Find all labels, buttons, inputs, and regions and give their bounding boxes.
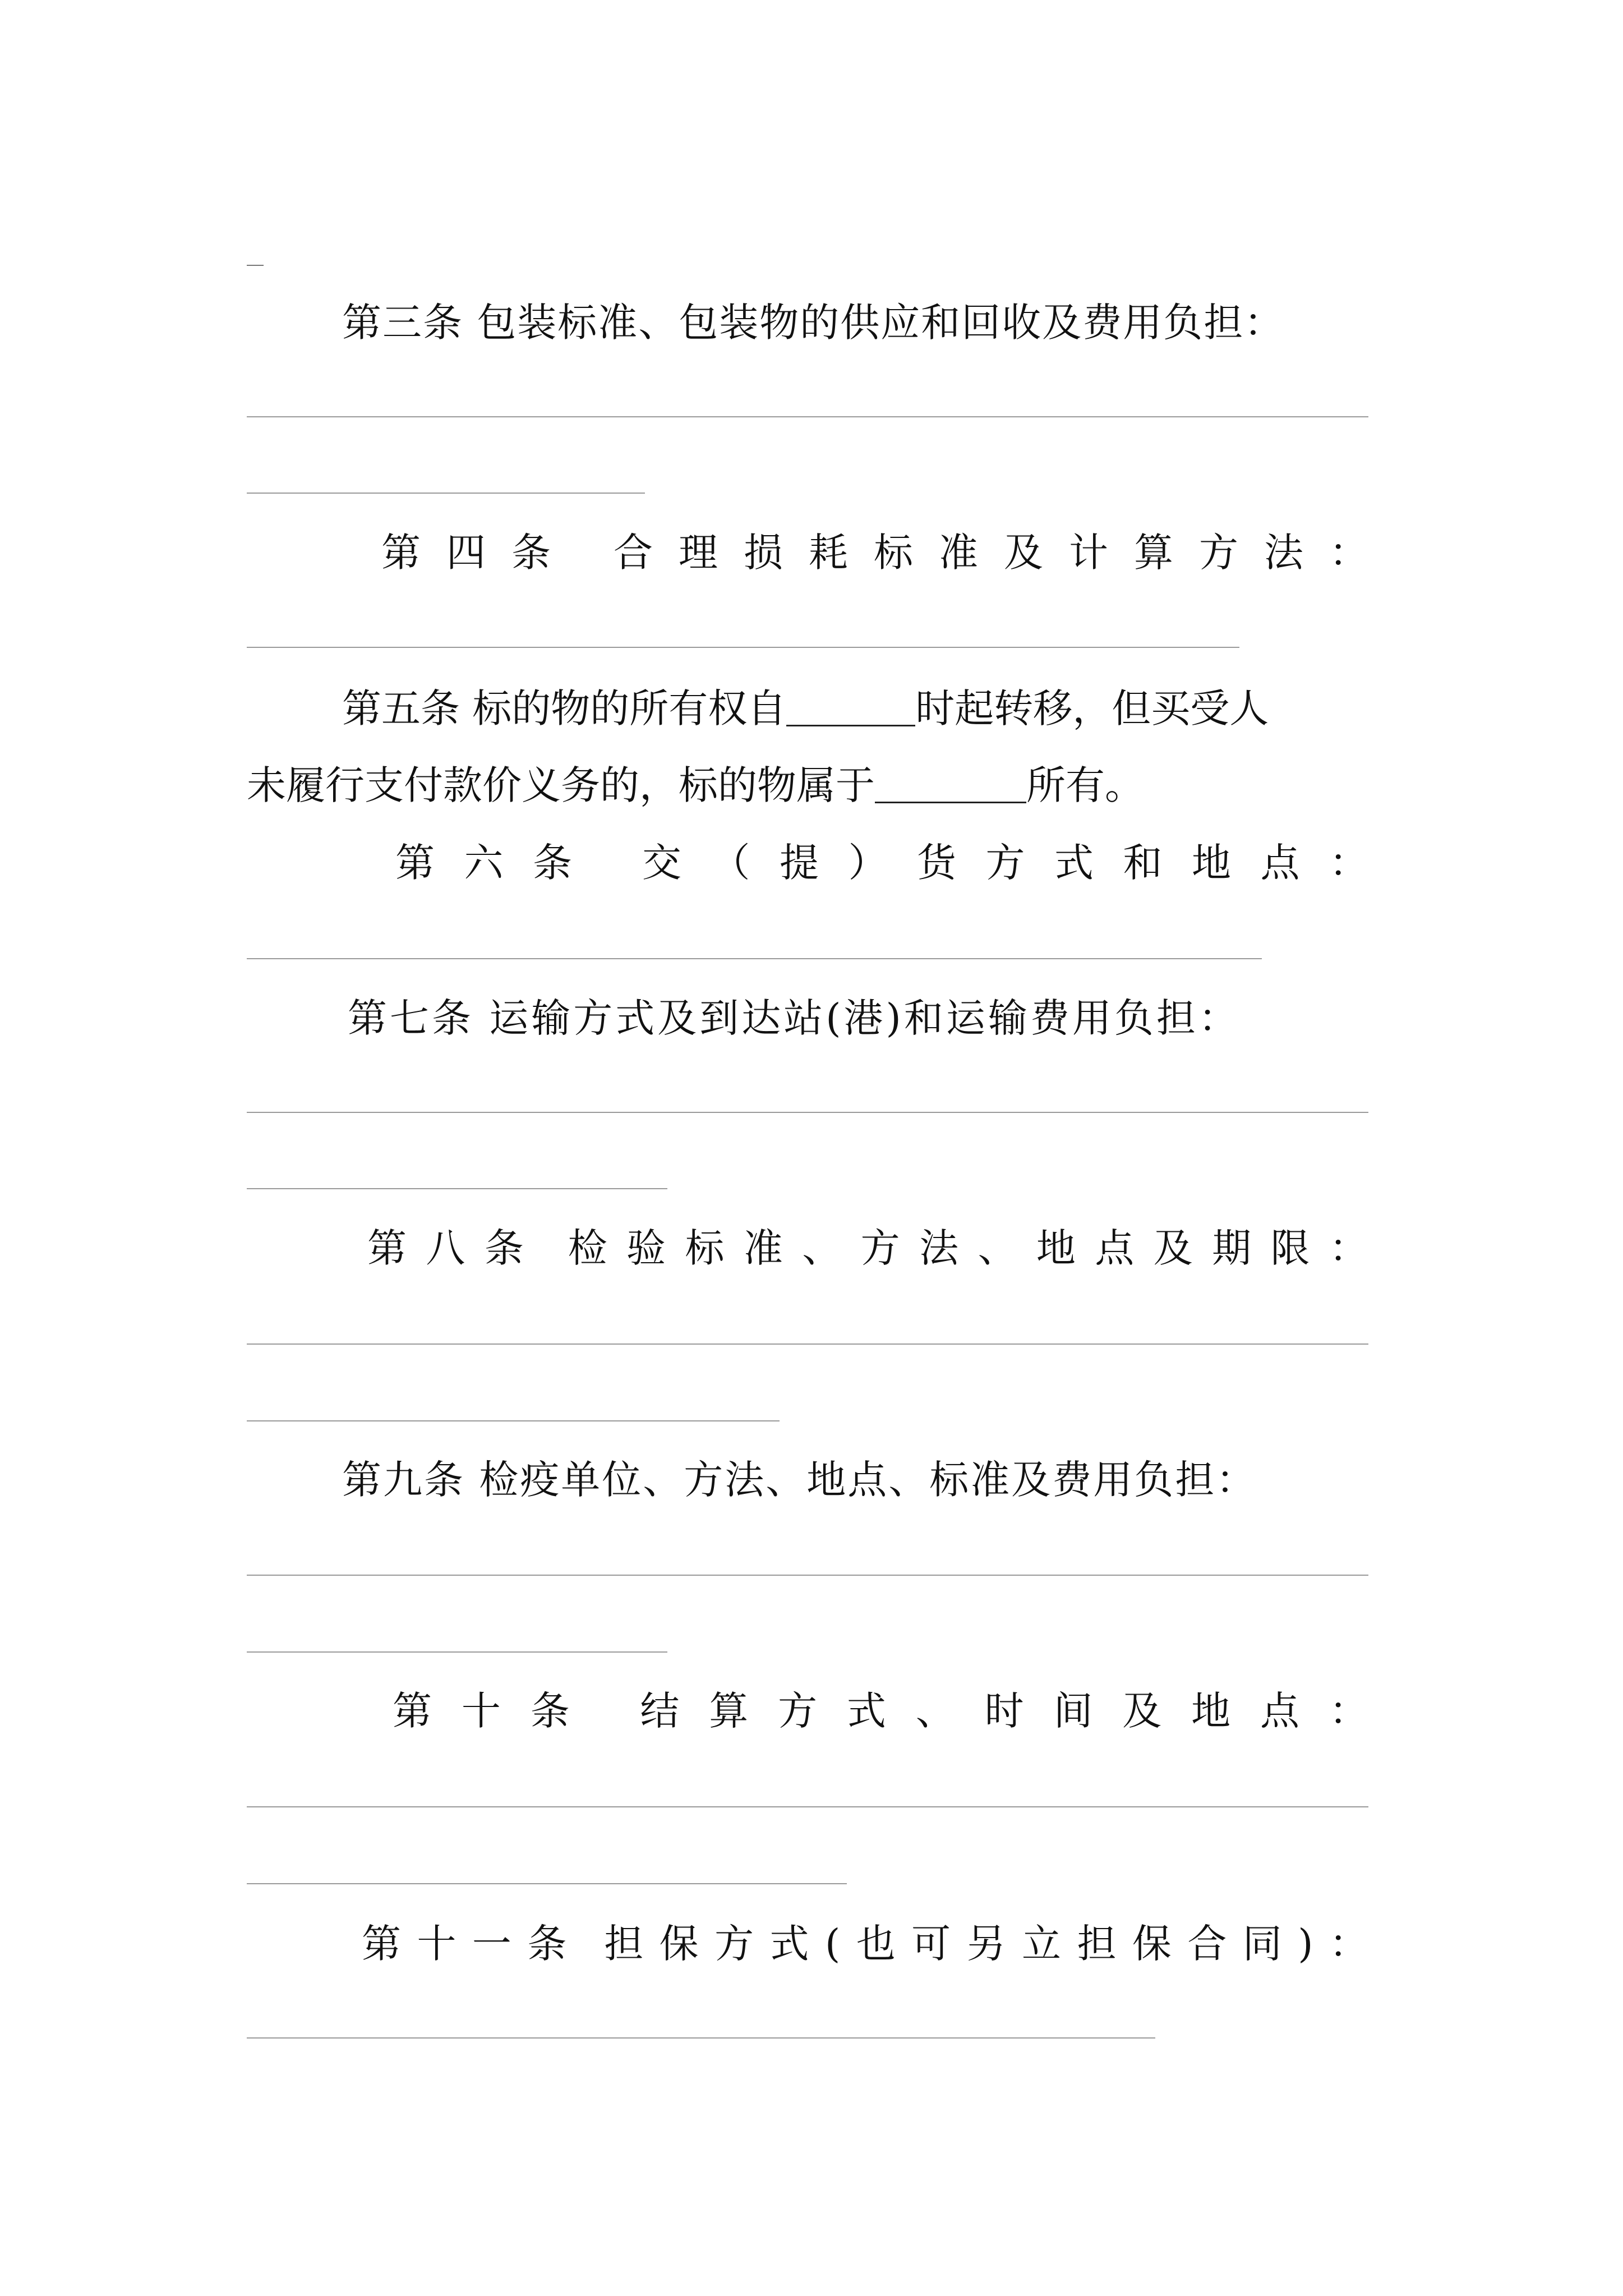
fill-line bbox=[247, 1806, 1368, 1807]
fill-line bbox=[247, 1883, 847, 1884]
clause-6: 第 六 条 交 （ 提 ） 货 方 式 和 地 点 ： bbox=[395, 840, 1368, 886]
fill-line bbox=[247, 2037, 1155, 2039]
clause-3: 第三条 包装标准、包装物的供应和回收及费用负担： bbox=[342, 300, 1285, 346]
fill-line bbox=[247, 1575, 1368, 1576]
fill-line bbox=[247, 647, 1239, 648]
clause-9: 第九条 检疫单位、方法、地点、标准及费用负担： bbox=[342, 1457, 1257, 1503]
fill-line bbox=[247, 493, 645, 494]
clause-5-text-b: 时起转移，但买受人 bbox=[915, 685, 1269, 731]
fill-line bbox=[247, 1343, 1368, 1345]
fill-line bbox=[247, 416, 1368, 417]
clause-5-line-2 bbox=[247, 760, 1144, 811]
clause-11: 第 十 一 条 担 保 方 式 ( 也 可 另 立 担 保 合 同 ) ： bbox=[362, 1921, 1368, 1967]
clause-5-text-d: 所有。 bbox=[1026, 762, 1144, 808]
fill-line bbox=[247, 1420, 780, 1421]
top-left-dash bbox=[247, 265, 264, 266]
clause-10: 第 十 条 结 算 方 式 、 时 间 及 地 点 ： bbox=[393, 1688, 1368, 1734]
fill-line bbox=[247, 1188, 667, 1189]
clause-5-blank-1 bbox=[786, 685, 915, 726]
clause-5-text-a: 第五条 标的物的所有权自 bbox=[342, 685, 787, 731]
clause-5-text-c: 未履行支付款价义务的，标的物属于 bbox=[247, 762, 875, 808]
fill-line bbox=[247, 1651, 667, 1653]
clause-8: 第 八 条 检 验 标 准 、 方 法 、 地 点 及 期 限 ： bbox=[367, 1225, 1368, 1271]
clause-7: 第七条 运输方式及到达站(港)和运输费用负担： bbox=[348, 995, 1241, 1041]
fill-line bbox=[247, 1112, 1368, 1113]
clause-5-blank-2 bbox=[875, 762, 1026, 803]
clause-5-line-1 bbox=[342, 683, 1269, 734]
clause-4: 第 四 条 合 理 损 耗 标 准 及 计 算 方 法 ： bbox=[381, 530, 1368, 576]
fill-line bbox=[247, 958, 1262, 959]
